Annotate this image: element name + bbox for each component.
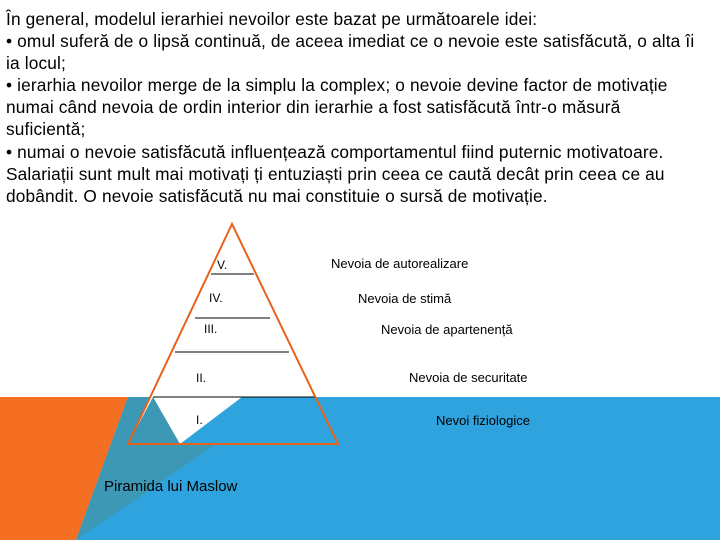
paragraph-line: • ierarhia nevoilor merge de la simplu la complex; o nevoie devine factor de motivație — [6, 75, 668, 96]
paragraph-line: • numai o nevoie satisfăcută influențează comportamentul fiind puternic motivatoare. — [6, 141, 664, 162]
paragraph-line: Salariații sunt mult mai motivați ți entuziaști prin ceea ce caută decât prin ceea ce au — [6, 163, 665, 184]
paragraph-line: • omul suferă de o lipsă continuă, de aceea imediat ce o nevoie este satisfăcută, o alta îi — [6, 31, 695, 52]
level-2-numeral: II. — [196, 371, 207, 385]
paragraph-line: suficientă; — [6, 119, 86, 140]
level-1-numeral: I. — [196, 413, 203, 427]
level-4-numeral: IV. — [209, 291, 223, 305]
maslow-pyramid — [128, 224, 338, 444]
paragraph-line: dobândit. O nevoie satisfăcută nu mai constituie o sursă de motivație. — [6, 185, 548, 206]
level-5-numeral: V. — [217, 258, 228, 272]
level-3-need: Nevoia de apartenență — [381, 322, 513, 337]
level-3-numeral: III. — [204, 322, 218, 336]
paragraph-line: numai când nevoia de ordin interior din ierarhie a fost satisfăcută într-o măsură — [6, 97, 621, 118]
level-2-need: Nevoia de securitate — [409, 370, 528, 385]
level-4-need: Nevoia de stimă — [358, 291, 452, 306]
paragraph-line: În general, modelul ierarhiei nevoilor este bazat pe următoarele idei: — [6, 9, 538, 29]
intro-paragraph — [6, 8, 714, 207]
level-1-need: Nevoi fiziologice — [436, 413, 530, 428]
paragraph-line: ia locul; — [6, 53, 66, 74]
level-5-need: Nevoia de autorealizare — [331, 256, 469, 271]
pyramid-caption: Piramida lui Maslow — [104, 478, 238, 495]
